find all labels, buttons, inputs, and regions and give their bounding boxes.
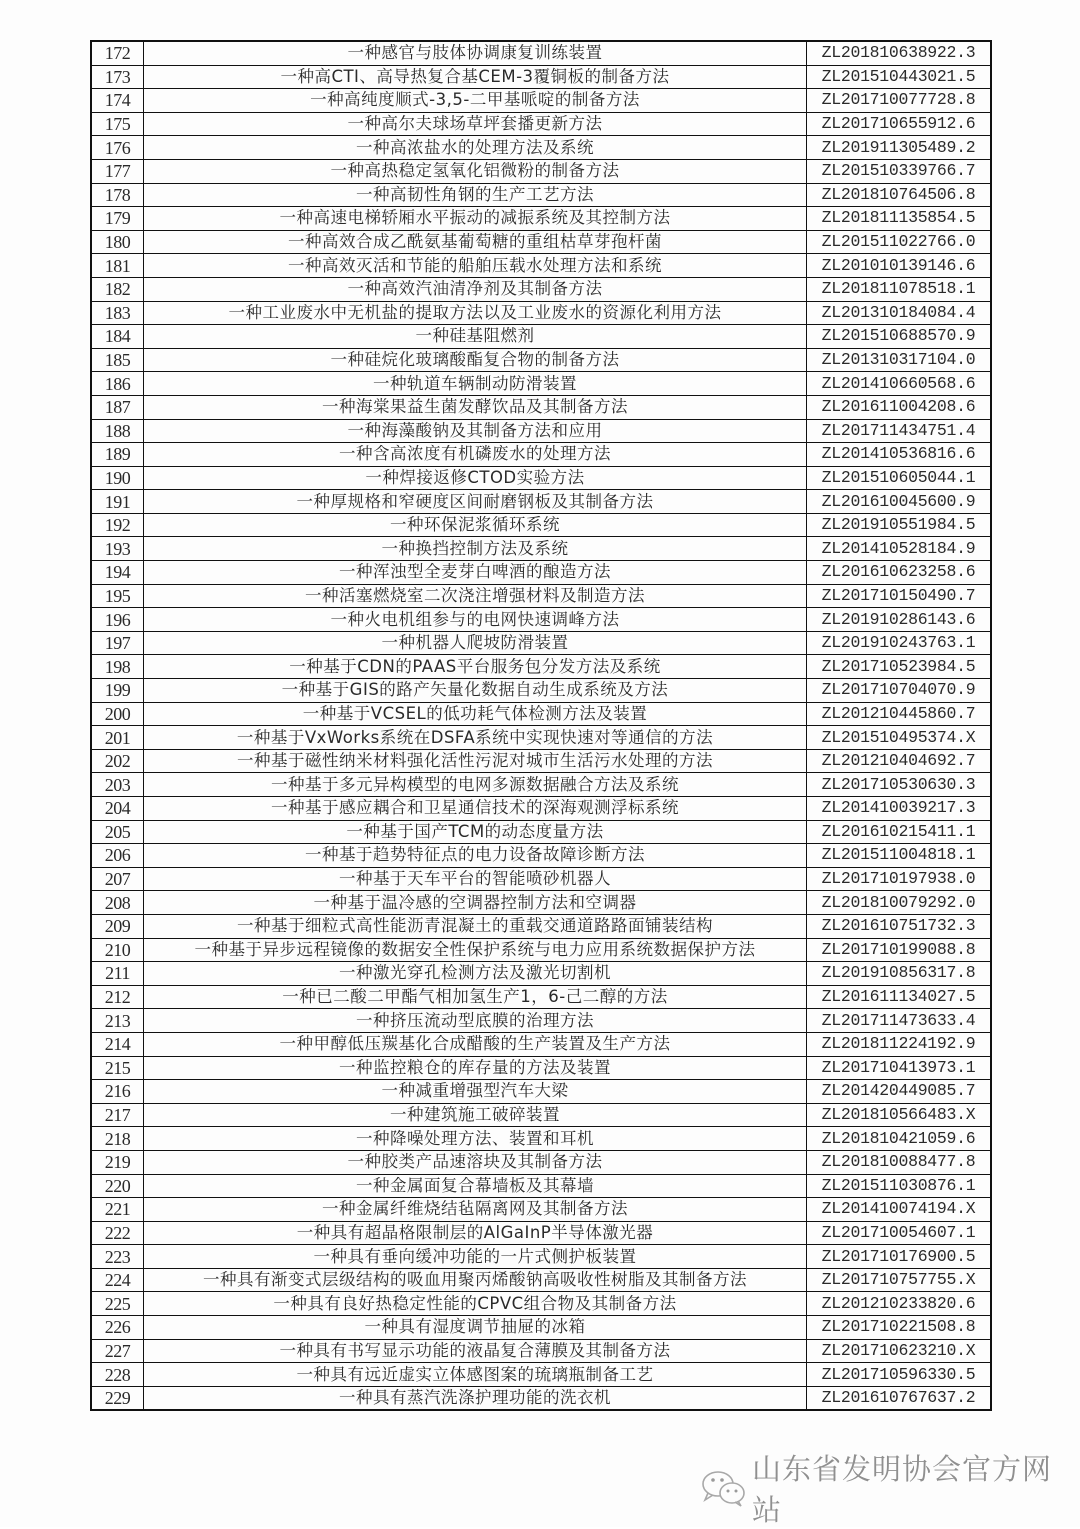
patent-name: 一种高速电梯轿厢水平振动的减振系统及其控制方法 [144, 207, 807, 231]
table-row [91, 159, 991, 183]
table-row [91, 820, 991, 844]
patent-name: 一种换挡控制方法及系统 [144, 537, 807, 561]
patent-name: 一种机器人爬坡防滑装置 [144, 631, 807, 655]
table-row [91, 773, 991, 797]
table-row [91, 867, 991, 891]
row-number: 180 [91, 230, 144, 254]
row-number: 197 [91, 631, 144, 655]
patent-name: 一种硅基阻燃剂 [144, 325, 807, 349]
patent-number: ZL201210404692.7 [807, 749, 992, 773]
patent-number: ZL201810638922.3 [807, 41, 992, 65]
patent-name: 一种基于天车平台的智能喷砂机器人 [144, 867, 807, 891]
patent-number: ZL201710221508.8 [807, 1316, 992, 1340]
row-number: 185 [91, 348, 144, 372]
patent-name: 一种基于多元异构模型的电网多源数据融合方法及系统 [144, 773, 807, 797]
row-number: 229 [91, 1386, 144, 1410]
patent-name: 一种具有渐变式层级结构的吸血用聚丙烯酸钠高吸收性树脂及其制备方法 [144, 1268, 807, 1292]
row-number: 208 [91, 891, 144, 915]
row-number: 226 [91, 1316, 144, 1340]
patent-name: 一种高纯度顺式-3,5-二甲基哌啶的制备方法 [144, 89, 807, 113]
patent-number: ZL201420449085.7 [807, 1080, 992, 1104]
row-number: 187 [91, 395, 144, 419]
patent-name: 一种基于磁性纳米材料强化活性污泥对城市生活污水处理的方法 [144, 749, 807, 773]
patent-name: 一种高CTI、高导热复合基CEM-3覆铜板的制备方法 [144, 65, 807, 89]
patent-name: 一种甲醇低压羰基化合成醋酸的生产装置及生产方法 [144, 1032, 807, 1056]
row-number: 220 [91, 1174, 144, 1198]
row-number: 201 [91, 726, 144, 750]
table-row [91, 112, 991, 136]
table-row [91, 1032, 991, 1056]
patent-number: ZL201410536816.6 [807, 443, 992, 467]
table-row [91, 1127, 991, 1151]
table-row [91, 183, 991, 207]
patent-number: ZL201410074194.X [807, 1198, 992, 1222]
table-row [91, 749, 991, 773]
patent-name: 一种金属面复合幕墙板及其幕墙 [144, 1174, 807, 1198]
row-number: 212 [91, 985, 144, 1009]
patent-number: ZL201010139146.6 [807, 254, 992, 278]
patent-number: ZL201710054607.1 [807, 1221, 992, 1245]
row-number: 177 [91, 159, 144, 183]
patent-name: 一种浑浊型全麦芽白啤酒的酿造方法 [144, 561, 807, 585]
patent-name: 一种金属纤维烧结毡隔离网及其制备方法 [144, 1198, 807, 1222]
patent-number: ZL201510495374.X [807, 726, 992, 750]
row-number: 211 [91, 962, 144, 986]
patent-name: 一种含高浓度有机磷废水的处理方法 [144, 443, 807, 467]
row-number: 181 [91, 254, 144, 278]
row-number: 182 [91, 277, 144, 301]
row-number: 190 [91, 466, 144, 490]
patent-number: ZL201810088477.8 [807, 1150, 992, 1174]
patent-name: 一种高韧性角钢的生产工艺方法 [144, 183, 807, 207]
table-row [91, 1363, 991, 1387]
patent-name: 一种已二酸二甲酯气相加氢生产1，6-己二醇的方法 [144, 985, 807, 1009]
patent-number: ZL201810764506.8 [807, 183, 992, 207]
patent-name: 一种感官与肢体协调康复训练装置 [144, 41, 807, 65]
row-number: 188 [91, 419, 144, 443]
row-number: 175 [91, 112, 144, 136]
patent-number: ZL201410660568.6 [807, 372, 992, 396]
patent-name: 一种基于国产TCM的动态度量方法 [144, 820, 807, 844]
patent-number: ZL201811135854.5 [807, 207, 992, 231]
patent-number: ZL201710623210.X [807, 1339, 992, 1363]
table-row [91, 1080, 991, 1104]
table-row [91, 1221, 991, 1245]
row-number: 210 [91, 938, 144, 962]
table-row [91, 797, 991, 821]
patent-name: 一种胶类产品速溶块及其制备方法 [144, 1150, 807, 1174]
patent-name: 一种具有超晶格限制层的AlGaInP半导体激光器 [144, 1221, 807, 1245]
table-row [91, 41, 991, 65]
row-number: 202 [91, 749, 144, 773]
patent-name: 一种具有书写显示功能的液晶复合薄膜及其制备方法 [144, 1339, 807, 1363]
row-number: 216 [91, 1080, 144, 1104]
table-row [91, 466, 991, 490]
patent-number: ZL201310317104.0 [807, 348, 992, 372]
patent-name: 一种工业废水中无机盐的提取方法以及工业废水的资源化利用方法 [144, 301, 807, 325]
patent-number: ZL201710523984.5 [807, 655, 992, 679]
patent-number: ZL201510688570.9 [807, 325, 992, 349]
table-row [91, 702, 991, 726]
row-number: 213 [91, 1009, 144, 1033]
patent-name: 一种基于CDN的PAAS平台服务包分发方法及系统 [144, 655, 807, 679]
patent-number: ZL201910856317.8 [807, 962, 992, 986]
patent-number: ZL201811078518.1 [807, 277, 992, 301]
patent-name: 一种基于温冷感的空调器控制方法和空调器 [144, 891, 807, 915]
patent-name: 一种基于异步远程镜像的数据安全性保护系统与电力应用系统数据保护方法 [144, 938, 807, 962]
table-row [91, 1009, 991, 1033]
patent-name: 一种硅烷化玻璃酸酯复合物的制备方法 [144, 348, 807, 372]
table-row [91, 914, 991, 938]
patent-number: ZL201710655912.6 [807, 112, 992, 136]
patent-number: ZL201710596330.5 [807, 1363, 992, 1387]
patent-name: 一种海藻酸钠及其制备方法和应用 [144, 419, 807, 443]
patent-name: 一种降噪处理方法、装置和耳机 [144, 1127, 807, 1151]
patent-name: 一种基于VCSEL的低功耗气体检测方法及装置 [144, 702, 807, 726]
table-row [91, 1386, 991, 1410]
table-row [91, 1150, 991, 1174]
patent-name: 一种高浓盐水的处理方法及系统 [144, 136, 807, 160]
row-number: 204 [91, 797, 144, 821]
patent-name: 一种海棠果益生菌发酵饮品及其制备方法 [144, 395, 807, 419]
table-row [91, 1316, 991, 1340]
patent-number: ZL201911305489.2 [807, 136, 992, 160]
patent-number: ZL201710176900.5 [807, 1245, 992, 1269]
table-row [91, 631, 991, 655]
table-row [91, 1056, 991, 1080]
patent-number: ZL201511004818.1 [807, 844, 992, 868]
patent-name: 一种减重增强型汽车大梁 [144, 1080, 807, 1104]
patent-number: ZL201710530630.3 [807, 773, 992, 797]
patent-number: ZL201910243763.1 [807, 631, 992, 655]
patent-number: ZL201410528184.9 [807, 537, 992, 561]
patent-name: 一种基于感应耦合和卫星通信技术的深海观测浮标系统 [144, 797, 807, 821]
patent-number: ZL201910551984.5 [807, 513, 992, 537]
patent-number: ZL201710199088.8 [807, 938, 992, 962]
table-row [91, 443, 991, 467]
row-number: 205 [91, 820, 144, 844]
row-number: 174 [91, 89, 144, 113]
table-row [91, 301, 991, 325]
patent-number: ZL201610215411.1 [807, 820, 992, 844]
patent-name: 一种基于细粒式高性能沥青混凝土的重载交通道路路面铺装结构 [144, 914, 807, 938]
patent-number: ZL201210445860.7 [807, 702, 992, 726]
row-number: 218 [91, 1127, 144, 1151]
row-number: 221 [91, 1198, 144, 1222]
watermark-text: 山东省发明协会官方网站 [752, 1452, 1053, 1527]
table-row [91, 419, 991, 443]
patent-number: ZL201711473633.4 [807, 1009, 992, 1033]
patent-number: ZL201711434751.4 [807, 419, 992, 443]
patent-number: ZL201810566483.X [807, 1103, 992, 1127]
table-row [91, 1268, 991, 1292]
patent-number: ZL201710757755.X [807, 1268, 992, 1292]
table-row [91, 1198, 991, 1222]
row-number: 207 [91, 867, 144, 891]
patent-number: ZL201910286143.6 [807, 608, 992, 632]
table-row [91, 679, 991, 703]
patent-number: ZL201710197938.0 [807, 867, 992, 891]
patent-name: 一种轨道车辆制动防滑装置 [144, 372, 807, 396]
row-number: 191 [91, 490, 144, 514]
patent-name: 一种环保泥浆循环系统 [144, 513, 807, 537]
patent-name: 一种具有湿度调节抽屉的冰箱 [144, 1316, 807, 1340]
patent-number: ZL201710077728.8 [807, 89, 992, 113]
table-row [91, 89, 991, 113]
row-number: 195 [91, 584, 144, 608]
table-row [91, 490, 991, 514]
table-row [91, 136, 991, 160]
table-row [91, 561, 991, 585]
patent-table [90, 40, 992, 1411]
row-number: 217 [91, 1103, 144, 1127]
table-row [91, 65, 991, 89]
patent-name: 一种具有良好热稳定性能的CPVC组合物及其制备方法 [144, 1292, 807, 1316]
patent-name: 一种高尔夫球场草坪套播更新方法 [144, 112, 807, 136]
row-number: 225 [91, 1292, 144, 1316]
row-number: 228 [91, 1363, 144, 1387]
table-row [91, 254, 991, 278]
table-row [91, 1245, 991, 1269]
watermark [700, 1452, 1080, 1527]
patent-number: ZL201710704070.9 [807, 679, 992, 703]
row-number: 183 [91, 301, 144, 325]
patent-name: 一种高效合成乙酰氨基葡萄糖的重组枯草芽孢杆菌 [144, 230, 807, 254]
table-row [91, 726, 991, 750]
row-number: 203 [91, 773, 144, 797]
patent-number: ZL201710413973.1 [807, 1056, 992, 1080]
table-row [91, 938, 991, 962]
table-row [91, 348, 991, 372]
patent-name: 一种高效灭活和节能的船舶压载水处理方法和系统 [144, 254, 807, 278]
row-number: 199 [91, 679, 144, 703]
patent-name: 一种高效汽油清净剂及其制备方法 [144, 277, 807, 301]
patent-number: ZL201610623258.6 [807, 561, 992, 585]
table-row [91, 395, 991, 419]
row-number: 214 [91, 1032, 144, 1056]
patent-number: ZL201810079292.0 [807, 891, 992, 915]
table-row [91, 962, 991, 986]
table-row [91, 891, 991, 915]
patent-number: ZL201611134027.5 [807, 985, 992, 1009]
row-number: 215 [91, 1056, 144, 1080]
patent-name: 一种基于GIS的路产矢量化数据自动生成系统及方法 [144, 679, 807, 703]
table-row [91, 372, 991, 396]
patent-number: ZL201310184084.4 [807, 301, 992, 325]
patent-number: ZL201611004208.6 [807, 395, 992, 419]
patent-name: 一种厚规格和窄硬度区间耐磨钢板及其制备方法 [144, 490, 807, 514]
patent-name: 一种建筑施工破碎装置 [144, 1103, 807, 1127]
row-number: 189 [91, 443, 144, 467]
patent-name: 一种基于趋势特征点的电力设备故障诊断方法 [144, 844, 807, 868]
patent-table-body [91, 41, 991, 1410]
row-number: 224 [91, 1268, 144, 1292]
patent-number: ZL201210233820.6 [807, 1292, 992, 1316]
patent-name: 一种具有垂向缓冲功能的一片式侧护板装置 [144, 1245, 807, 1269]
table-row [91, 985, 991, 1009]
table-row [91, 325, 991, 349]
table-row [91, 1174, 991, 1198]
row-number: 196 [91, 608, 144, 632]
patent-name: 一种监控粮仓的库存量的方法及装置 [144, 1056, 807, 1080]
table-row [91, 844, 991, 868]
row-number: 172 [91, 41, 144, 65]
row-number: 206 [91, 844, 144, 868]
row-number: 198 [91, 655, 144, 679]
row-number: 222 [91, 1221, 144, 1245]
patent-name: 一种激光穿孔检测方法及激光切割机 [144, 962, 807, 986]
table-row [91, 230, 991, 254]
patent-number: ZL201610767637.2 [807, 1386, 992, 1410]
patent-number: ZL201610751732.3 [807, 914, 992, 938]
row-number: 178 [91, 183, 144, 207]
row-number: 219 [91, 1150, 144, 1174]
table-row [91, 655, 991, 679]
row-number: 179 [91, 207, 144, 231]
row-number: 200 [91, 702, 144, 726]
patent-name: 一种具有蒸汽洗涤护理功能的洗衣机 [144, 1386, 807, 1410]
patent-name: 一种具有远近虚实立体感图案的琉璃瓶制备工艺 [144, 1363, 807, 1387]
table-row [91, 277, 991, 301]
patent-number: ZL201510339766.7 [807, 159, 992, 183]
row-number: 184 [91, 325, 144, 349]
patent-name: 一种基于VxWorks系统在DSFA系统中实现快速对等通信的方法 [144, 726, 807, 750]
patent-name: 一种挤压流动型底膜的治理方法 [144, 1009, 807, 1033]
patent-number: ZL201810421059.6 [807, 1127, 992, 1151]
patent-number: ZL201710150490.7 [807, 584, 992, 608]
table-row [91, 1292, 991, 1316]
table-row [91, 608, 991, 632]
wechat-icon [700, 1469, 748, 1507]
row-number: 192 [91, 513, 144, 537]
patent-number: ZL201410039217.3 [807, 797, 992, 821]
patent-number: ZL201610045600.9 [807, 490, 992, 514]
patent-number: ZL201511030876.1 [807, 1174, 992, 1198]
row-number: 223 [91, 1245, 144, 1269]
row-number: 227 [91, 1339, 144, 1363]
table-row [91, 537, 991, 561]
table-row [91, 513, 991, 537]
table-row [91, 584, 991, 608]
table-row [91, 207, 991, 231]
table-row [91, 1339, 991, 1363]
row-number: 209 [91, 914, 144, 938]
patent-name: 一种火电机组参与的电网快速调峰方法 [144, 608, 807, 632]
patent-number: ZL201811224192.9 [807, 1032, 992, 1056]
patent-name: 一种焊接返修CTOD实验方法 [144, 466, 807, 490]
patent-name: 一种高热稳定氢氧化铝微粉的制备方法 [144, 159, 807, 183]
row-number: 176 [91, 136, 144, 160]
patent-number: ZL201511022766.0 [807, 230, 992, 254]
row-number: 194 [91, 561, 144, 585]
row-number: 193 [91, 537, 144, 561]
table-row [91, 1103, 991, 1127]
patent-name: 一种活塞燃烧室二次浇注增强材料及制造方法 [144, 584, 807, 608]
patent-number: ZL201510443021.5 [807, 65, 992, 89]
patent-number: ZL201510605044.1 [807, 466, 992, 490]
row-number: 173 [91, 65, 144, 89]
row-number: 186 [91, 372, 144, 396]
